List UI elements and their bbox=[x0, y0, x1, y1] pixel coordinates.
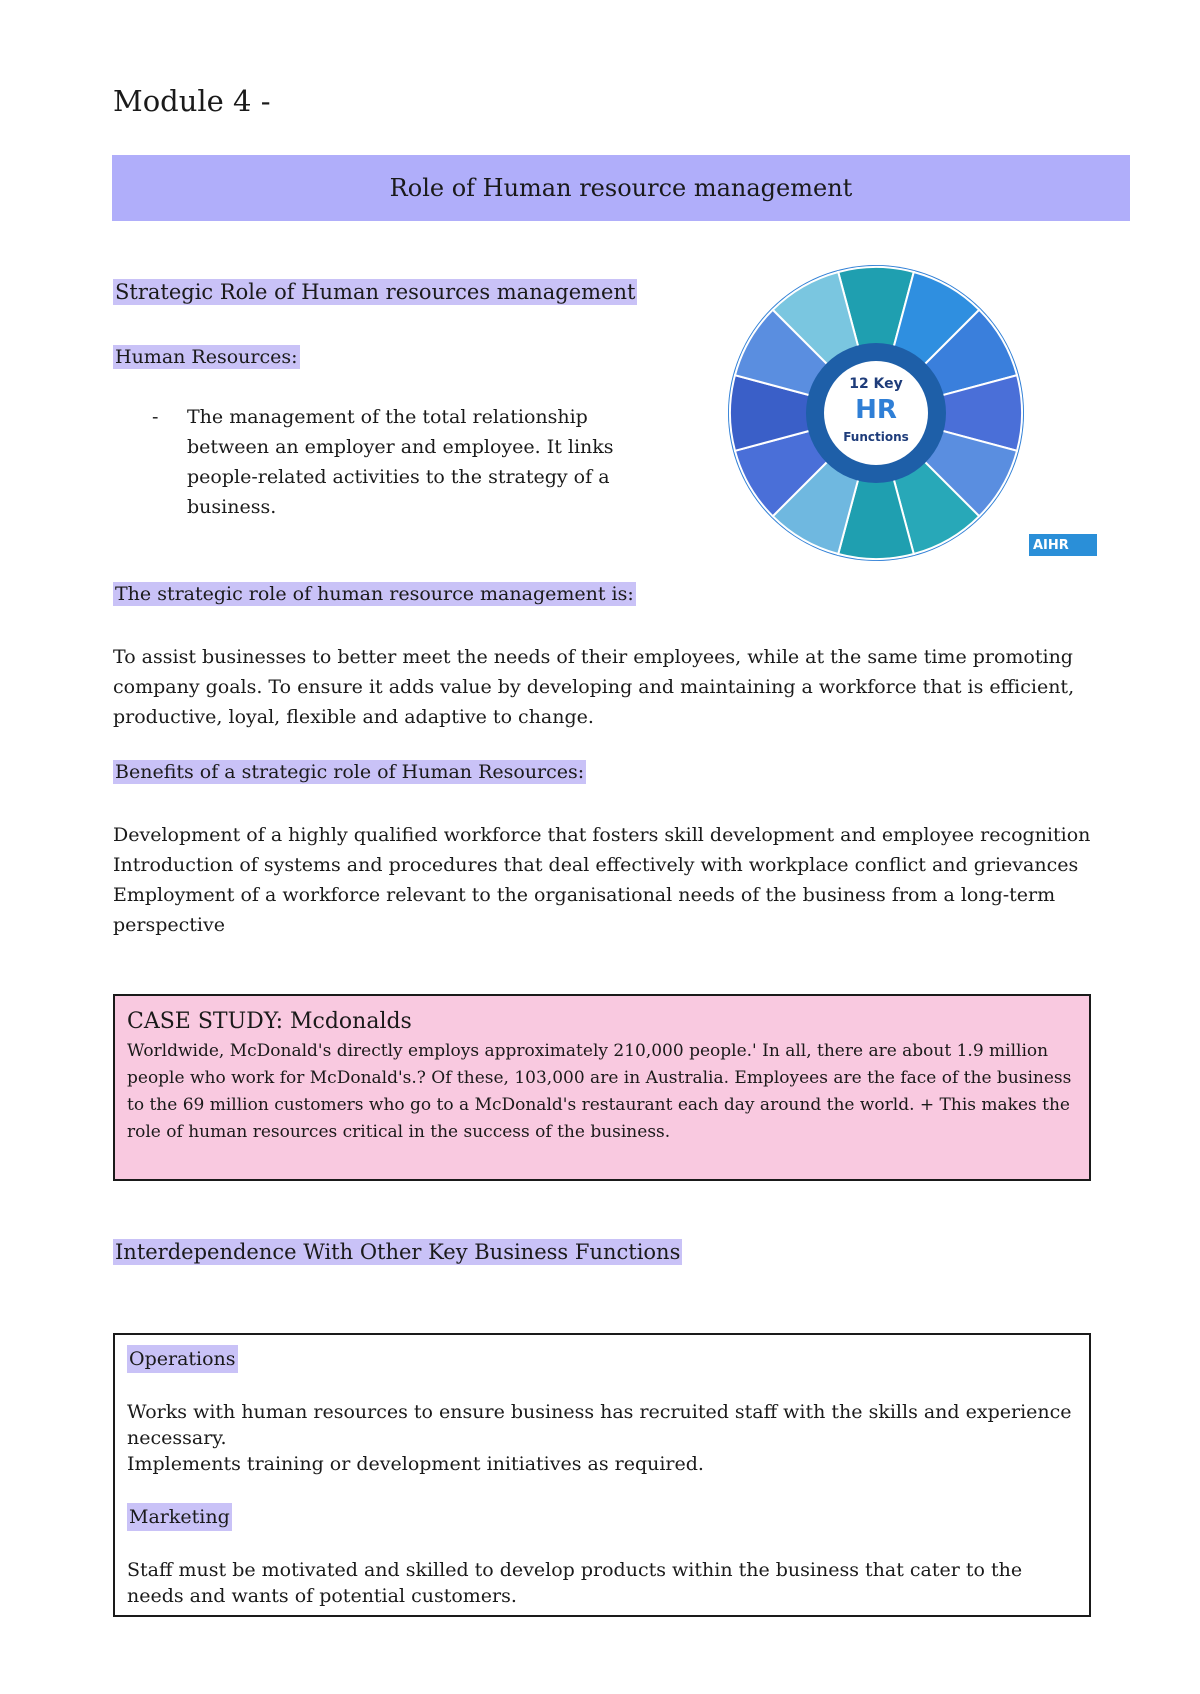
bullet-dash: - bbox=[152, 406, 159, 428]
benefits-heading-text: Benefits of a strategic role of Human Resources: bbox=[115, 761, 585, 783]
human-resources-subheading bbox=[113, 346, 300, 368]
wheel-center-line-1: 12 Key bbox=[849, 376, 903, 392]
wheel-center-line-3: Functions bbox=[843, 430, 909, 444]
strategic-role-is-heading-text: The strategic role of human resource management is: bbox=[115, 583, 634, 605]
human-resources-subheading-text: Human Resources: bbox=[115, 346, 298, 368]
benefit-item: Development of a highly qualified workforce that fosters skill development and employee recognition bbox=[113, 824, 1091, 846]
interdependence-heading bbox=[113, 1240, 682, 1264]
hr-definition-bullet bbox=[152, 402, 622, 522]
hr-functions-wheel-image bbox=[726, 263, 1026, 563]
operations-line: Works with human resources to ensure business has recruited staff with the skills and experience necessary. bbox=[127, 1401, 1072, 1449]
operations-text bbox=[127, 1399, 1077, 1477]
benefit-item: Employment of a workforce relevant to the organisational needs of the business from a long-term perspective bbox=[113, 884, 1056, 936]
strategic-role-paragraph: To assist businesses to better meet the needs of their employees, while at the same time promoting company goals. To ensure it adds value by developing and maintaining a workforce that is efficient, productive, loyal, flexible and adaptive to change. bbox=[113, 646, 1075, 728]
page-title: Role of Human resource management bbox=[389, 174, 853, 202]
business-functions-box bbox=[113, 1333, 1091, 1617]
hr-definition-text: The management of the total relationship between an employer and employee. It links people-related activities to the strategy of a business. bbox=[187, 406, 614, 518]
benefits-list bbox=[113, 820, 1113, 940]
operations-line: Implements training or development initiatives as required. bbox=[127, 1453, 704, 1475]
strategic-role-heading-text: Strategic Role of Human resources management bbox=[115, 280, 636, 304]
aihr-logo: AIHR bbox=[1029, 534, 1097, 556]
module-title: Module 4 - bbox=[113, 84, 271, 118]
marketing-text: Staff must be motivated and skilled to develop products within the business that cater to the needs and wants of potential customers. bbox=[127, 1559, 1023, 1607]
case-study-box bbox=[113, 994, 1091, 1181]
benefit-item: Introduction of systems and procedures that deal effectively with workplace conflict and grievances bbox=[113, 854, 1079, 876]
interdependence-heading-text: Interdependence With Other Key Business Functions bbox=[115, 1240, 681, 1264]
case-study-body: Worldwide, McDonald's directly employs approximately 210,000 people.' In all, there are about 1.9 million people who work for McDonald's.? Of these, 103,000 are in Australia. Employees are the face of the business to the 69 million customers who go to a McDonald's restaurant each day around the world. + This makes the role of human resources critical in the success of the business. bbox=[127, 1041, 1072, 1142]
wheel-center-line-2: HR bbox=[855, 395, 897, 425]
case-study-title: CASE STUDY: Mcdonalds bbox=[127, 1009, 412, 1034]
operations-heading: Operations bbox=[127, 1345, 238, 1373]
strategic-role-heading bbox=[113, 280, 637, 304]
benefits-heading bbox=[113, 761, 586, 783]
marketing-heading: Marketing bbox=[127, 1503, 232, 1531]
strategic-role-is-heading bbox=[113, 583, 636, 605]
page-title-bar bbox=[112, 155, 1130, 221]
